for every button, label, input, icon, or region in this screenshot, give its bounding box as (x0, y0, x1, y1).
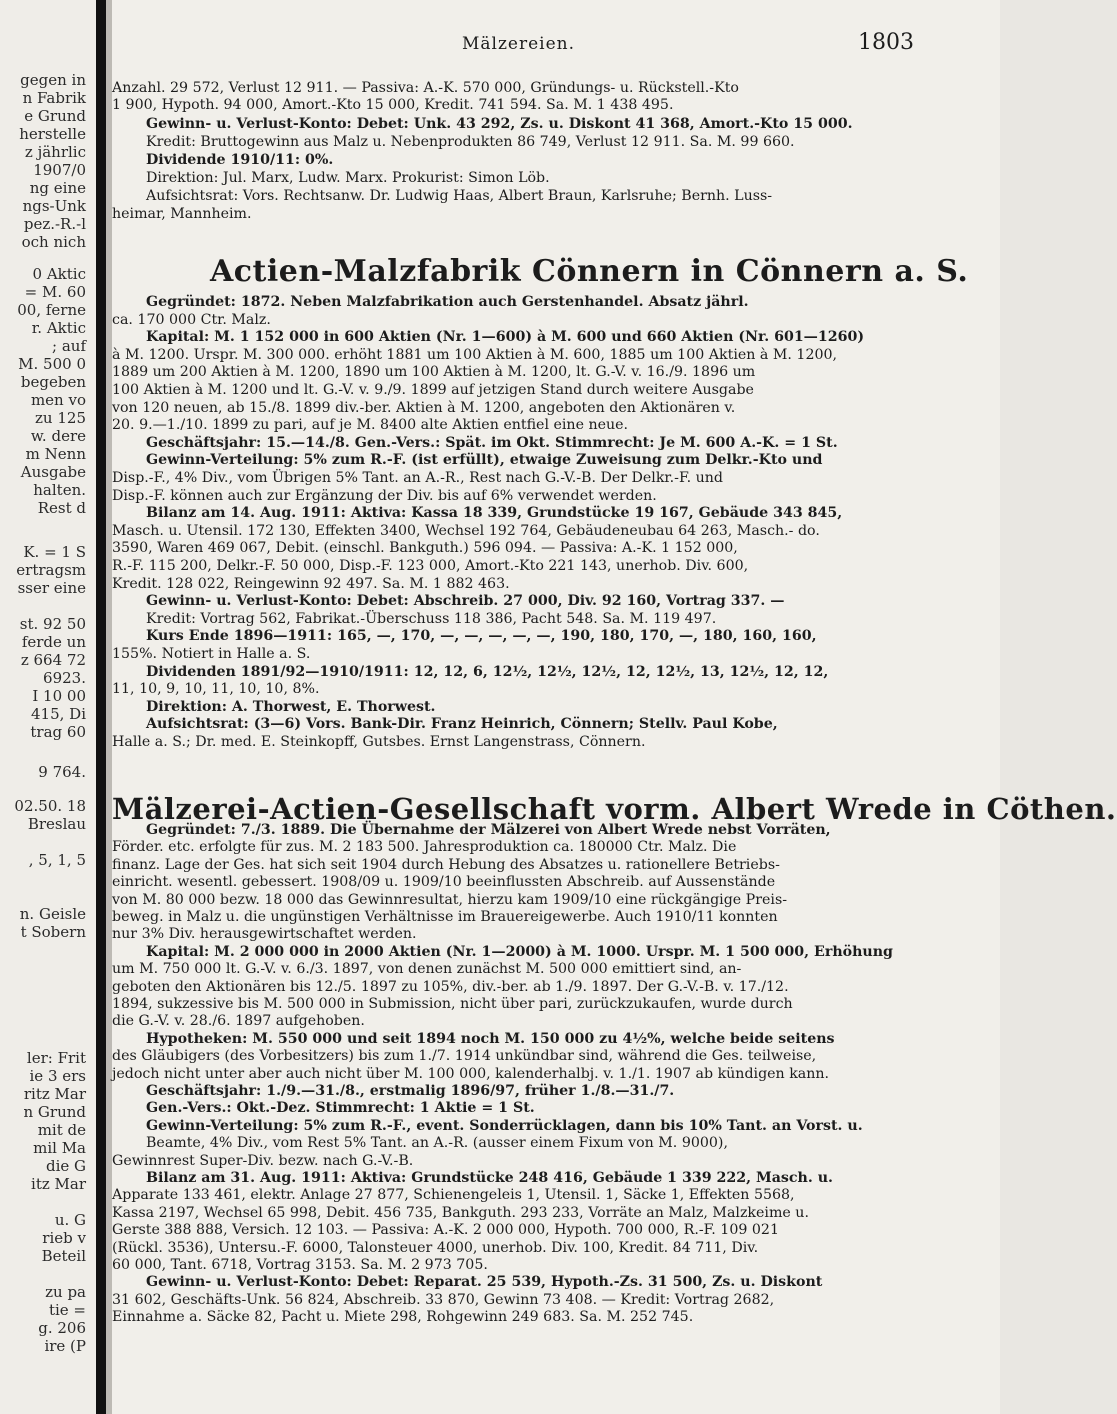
text-line: Gewinn-Verteilung: 5% zum R.-F., event. Sonderrücklagen, dann bis 10% Tant. an Vorst. u. (146, 1117, 863, 1134)
text-line: einricht. wesentl. gebessert. 1908/09 u. 1909/10 beeinflussten Abschreib. auf Aussenstände (112, 874, 776, 891)
text-line: Gen.-Vers.: Okt.-Dez. Stimmrecht: 1 Aktie = 1 St. (146, 1100, 535, 1117)
fragment-line: z jährlic (24, 143, 86, 161)
text-line: Kredit: Vortrag 562, Fabrikat.-Überschuss 118 386, Pacht 548. Sa. M. 119 497. (146, 610, 717, 627)
fragment-line: 02.50. 18 (14, 797, 86, 815)
fragment-line: mit de (37, 1121, 86, 1139)
text-line: Gegründet: 1872. Neben Malzfabrikation auch Gerstenhandel. Absatz jährl. (146, 294, 749, 310)
fragment-line: ertragsm (16, 561, 86, 579)
fragment-line: ler: Frit (26, 1049, 86, 1067)
fragment-line: ferde un (21, 633, 86, 651)
fragment-line: r. Aktic (31, 319, 86, 337)
text-line: Gewinn- u. Verlust-Konto: Debet: Unk. 43 292, Zs. u. Diskont 41 368, Amort.-Kto 15 000. (146, 116, 853, 132)
text-line: Masch. u. Utensil. 172 130, Effekten 3400, Wechsel 192 764, Gebäudeneubau 64 263, Masch.- do. (112, 522, 820, 539)
text-line: finanz. Lage der Ges. hat sich seit 1904 durch Hebung des Absatzes u. rationellere Betriebs- (112, 856, 780, 873)
text-line: Beamte, 4% Div., vom Rest 5% Tant. an A.-R. (ausser einem Fixum von M. 9000), (146, 1135, 728, 1152)
page-title: Mälzereien. (462, 34, 576, 54)
fragment-line: Breslau (27, 815, 86, 833)
text-line: Aufsichtsrat: (3—6) Vors. Bank-Dir. Franz Heinrich, Cönnern; Stellv. Paul Kobe, (146, 716, 778, 733)
fragment-line: ie 3 ers (29, 1067, 86, 1085)
text-line: 1894, sukzessive bis M. 500 000 in Submission, nicht über pari, zurückzukaufen, wurde durch (112, 996, 793, 1012)
text-line: jedoch nicht unter aber auch nicht über M. 100 000, kalenderhalbj. v. 1./1. 1907 ab kündigen kann. (112, 1065, 830, 1082)
fragment-line: begeben (20, 373, 86, 391)
text-line: Bilanz am 31. Aug. 1911: Aktiva: Grundstücke 248 416, Gebäude 1 339 222, Masch. u. (146, 1170, 833, 1186)
text-line: Aufsichtsrat: Vors. Rechtsanw. Dr. Ludwig Haas, Albert Braun, Karlsruhe; Bernh. Luss- (146, 188, 773, 204)
text-line: des Gläubigers (des Vorbesitzers) bis zum 1./7. 1914 unkündbar sind, während die Ges. teilweise, (112, 1048, 817, 1065)
text-line: Kredit: Bruttogewinn aus Malz u. Nebenprodukten 86 749, Verlust 12 911. Sa. M. 99 660. (146, 134, 795, 150)
fragment-line: z 664 72 (20, 651, 86, 669)
page (112, 0, 1117, 1414)
text-line: beweg. in Malz u. die ungünstigen Verhältnisse im Brauereigewerbe. Auch 1910/11 konnten (112, 909, 778, 925)
fragment-line: M. 500 0 (18, 355, 86, 373)
running-header (112, 30, 1000, 62)
text-line: heimar, Mannheim. (112, 206, 252, 222)
text-line: Hypotheken: M. 550 000 und seit 1894 noch M. 150 000 zu 4½%, welche beide seitens (146, 1030, 835, 1047)
fragment-line: 00, ferne (17, 301, 86, 319)
fragment-line: t Sobern (20, 923, 86, 941)
fragment-line: I 10 00 (32, 687, 86, 705)
text-line: 60 000, Tant. 6718, Vortrag 3153. Sa. M. 2 973 705. (112, 1257, 488, 1273)
fragment-line: ngs-Unk (22, 197, 86, 215)
fragment-line: 1907/0 (33, 161, 86, 179)
text-line: geboten den Aktionären bis 12./5. 1897 zu 105%, div.-ber. ab 1./9. 1897. Der G.-V.-B. v. 17./12. (112, 978, 789, 995)
text-line: Anzahl. 29 572, Verlust 12 911. — Passiva: A.-K. 570 000, Gründungs- u. Rückstell.-Kto (112, 80, 739, 96)
fragment-line: gegen in (20, 71, 86, 89)
text-line: Einnahme a. Säcke 82, Pacht u. Miete 298, Rohgewinn 249 683. Sa. M. 252 745. (112, 1309, 694, 1326)
text-line: ca. 170 000 Ctr. Malz. (112, 311, 271, 328)
text-line: 20. 9.—1./10. 1899 zu pari, auf je M. 8400 alte Aktien entfiel eine neue. (112, 417, 629, 434)
text-line: Gewinn- u. Verlust-Konto: Debet: Abschreib. 27 000, Div. 92 160, Vortrag 337. — (146, 593, 785, 610)
text-line: 3590, Waren 469 067, Debit. (einschl. Bankguth.) 596 094. — Passiva: A.-K. 1 152 000, (112, 540, 738, 557)
text-line: Bilanz am 14. Aug. 1911: Aktiva: Kassa 18 339, Grundstücke 19 167, Gebäude 343 845, (146, 505, 843, 522)
text-line: Gerste 388 888, Versich. 12 103. — Passiva: A.-K. 2 000 000, Hypoth. 700 000, R.-F. 109 021 (112, 1222, 779, 1239)
fragment-line: itz Mar (31, 1175, 86, 1193)
fragment-line: ritz Mar (23, 1085, 86, 1103)
fragment-line: tie = (48, 1301, 86, 1319)
fragment-line: Beteil (41, 1247, 86, 1265)
text-line: 11, 10, 9, 10, 11, 10, 10, 8%. (112, 681, 320, 698)
text-line: Disp.-F., 4% Div., vom Übrigen 5% Tant. an A.-R., Rest nach G.-V.-B. Der Delkr.-F. und (112, 470, 723, 486)
fragment-line: w. dere (30, 427, 86, 445)
text-line: Dividenden 1891/92—1910/1911: 12, 12, 6, 12½, 12½, 12½, 12, 12½, 13, 12½, 12, 12, (146, 663, 829, 680)
fragment-line: m Nenn (25, 445, 86, 463)
fragment-line: K. = 1 S (23, 543, 86, 561)
text-line: von 120 neuen, ab 15./8. 1899 div.-ber. Aktien à M. 1200, angeboten den Aktionären v. (112, 399, 736, 416)
text-line: Direktion: A. Thorwest, E. Thorwest. (146, 698, 436, 715)
text-line: Dividende 1910/11: 0%. (146, 152, 334, 168)
text-line: Apparate 133 461, elektr. Anlage 27 877, Schienengeleis 1, Utensil. 1, Säcke 1, Effekten 5568, (112, 1187, 795, 1204)
text-line: à M. 1200. Urspr. M. 300 000. erhöht 1881 um 100 Aktien à M. 600, 1885 um 100 Aktien à M. 1200, (112, 346, 838, 363)
text-line: Gewinn-Verteilung: 5% zum R.-F. (ist erfüllt), etwaige Zuweisung zum Delkr.-Kto und (146, 452, 823, 469)
fragment-line: Rest d (37, 499, 86, 517)
text-line: 1 900, Hypoth. 94 000, Amort.-Kto 15 000, Kredit. 741 594. Sa. M. 1 438 495. (112, 97, 674, 113)
fragment-line: ng eine (29, 179, 86, 197)
text-line: Halle a. S.; Dr. med. E. Steinkopff, Gutsbes. Ernst Langenstrass, Cönnern. (112, 734, 646, 750)
text-line: Gewinnrest Super-Div. bezw. nach G.-V.-B. (112, 1152, 414, 1169)
text-line: 155%. Notiert in Halle a. S. (112, 646, 311, 662)
fragment-line: st. 92 50 (19, 615, 86, 633)
fragment-line: pez.-R.-l (23, 215, 86, 233)
text-line: 1889 um 200 Aktien à M. 1200, 1890 um 100 Aktien à M. 1200, lt. G.-V. v. 16./9. 1896 um (112, 364, 756, 381)
fragment-line: zu pa (45, 1283, 86, 1301)
company-heading: Actien-Malzfabrik Cönnern in Cönnern a. S. (210, 254, 969, 289)
fragment-line: u. G (54, 1211, 86, 1229)
fragment-line: mil Ma (33, 1139, 86, 1157)
adjacent-page-fragment (0, 0, 96, 1414)
text-line: Gegründet: 7./3. 1889. Die Übernahme der Mälzerei von Albert Wrede nebst Vorräten, (146, 822, 831, 838)
text-line: 31 602, Geschäfts-Unk. 56 824, Abschreib. 33 870, Gewinn 73 408. — Kredit: Vortrag 2682, (112, 1291, 775, 1308)
text-line: Kassa 2197, Wechsel 65 998, Debit. 456 735, Bankguth. 293 233, Vorräte an Malz, Malzkeime u. (112, 1204, 809, 1221)
fragment-line: n Grund (23, 1103, 86, 1121)
fragment-line: sser eine (17, 579, 86, 597)
company-heading: Mälzerei-Actien-Gesellschaft vorm. Albert Wrede in Cöthen. (112, 792, 1117, 826)
text-line: Geschäftsjahr: 15.—14./8. Gen.-Vers.: Spät. im Okt. Stimmrecht: Je M. 600 A.-K. = 1 St. (146, 434, 838, 451)
text-line: nur 3% Div. herausgewirtschaftet werden. (112, 926, 417, 943)
fragment-line: halten. (33, 481, 86, 499)
text-line: (Rückl. 3536), Untersu.-F. 6000, Talonsteuer 4000, unerhob. Div. 100, Kredit. 84 711, Div. (112, 1239, 759, 1256)
text-line: die G.-V. v. 28./6. 1897 aufgehoben. (112, 1013, 365, 1030)
text-line: Direktion: Jul. Marx, Ludw. Marx. Prokurist: Simon Löb. (146, 170, 550, 186)
text-line: Kapital: M. 1 152 000 in 600 Aktien (Nr. 1—600) à M. 600 und 660 Aktien (Nr. 601—1260) (146, 329, 865, 346)
fragment-line: 0 Aktic (32, 265, 86, 283)
fragment-line: och nich (21, 233, 86, 251)
text-line: Gewinn- u. Verlust-Konto: Debet: Reparat. 25 539, Hypoth.-Zs. 31 500, Zs. u. Diskont (146, 1274, 823, 1291)
text-line: Disp.-F. können auch zur Ergänzung der Div. bis auf 6% verwendet werden. (112, 487, 657, 504)
fragment-line: = M. 60 (24, 283, 86, 301)
fragment-line: die G (45, 1157, 86, 1175)
text-line: Kredit. 128 022, Reingewinn 92 497. Sa. M. 1 882 463. (112, 575, 510, 592)
fragment-line: n. Geisle (19, 905, 86, 923)
fragment-line: ire (P (44, 1337, 86, 1355)
fragment-line: rieb v (42, 1229, 86, 1247)
fragment-line: , 5, 1, 5 (28, 851, 86, 869)
fragment-line: 415, Di (31, 705, 86, 723)
fragment-line: g. 206 (38, 1319, 86, 1337)
text-line: Geschäftsjahr: 1./9.—31./8., erstmalig 1896/97, früher 1./8.—31./7. (146, 1083, 675, 1099)
fragment-line: 9 764. (38, 763, 86, 781)
text-line: 100 Aktien à M. 1200 und lt. G.-V. v. 9./9. 1899 auf jetzigen Stand durch weitere Ausgabe (112, 382, 754, 398)
fragment-line: men vo (30, 391, 86, 409)
text-line: um M. 750 000 lt. G.-V. v. 6./3. 1897, von denen zunächst M. 500 000 emittiert sind, an- (112, 961, 742, 978)
text-line: Kapital: M. 2 000 000 in 2000 Aktien (Nr. 1—2000) à M. 1000. Urspr. M. 1 500 000, Erhöhung (146, 943, 893, 960)
fragment-line: e Grund (24, 107, 86, 125)
fragment-line: Ausgabe (20, 463, 86, 481)
text-line: Förder. etc. erfolgte für zus. M. 2 183 500. Jahresproduktion ca. 180000 Ctr. Malz. Die (112, 839, 737, 856)
fragment-line: ; auf (52, 337, 86, 355)
binding-gutter (96, 0, 106, 1414)
text-line: von M. 80 000 bezw. 18 000 das Gewinnresultat, hierzu kam 1909/10 eine rückgängige Preis- (112, 891, 788, 908)
page-number: 1803 (858, 30, 914, 55)
fragment-line: zu 125 (35, 409, 86, 427)
text-line: R.-F. 115 200, Delkr.-F. 50 000, Disp.-F. 123 000, Amort.-Kto 221 143, unerhob. Div. 600, (112, 558, 749, 574)
fragment-line: n Fabrik (22, 89, 86, 107)
fragment-line: herstelle (19, 125, 86, 143)
fragment-line: trag 60 (30, 723, 86, 741)
fragment-line: 6923. (43, 669, 86, 687)
text-line: Kurs Ende 1896—1911: 165, —, 170, —, —, —, —, —, 190, 180, 170, —, 180, 160, 160, (146, 628, 817, 645)
